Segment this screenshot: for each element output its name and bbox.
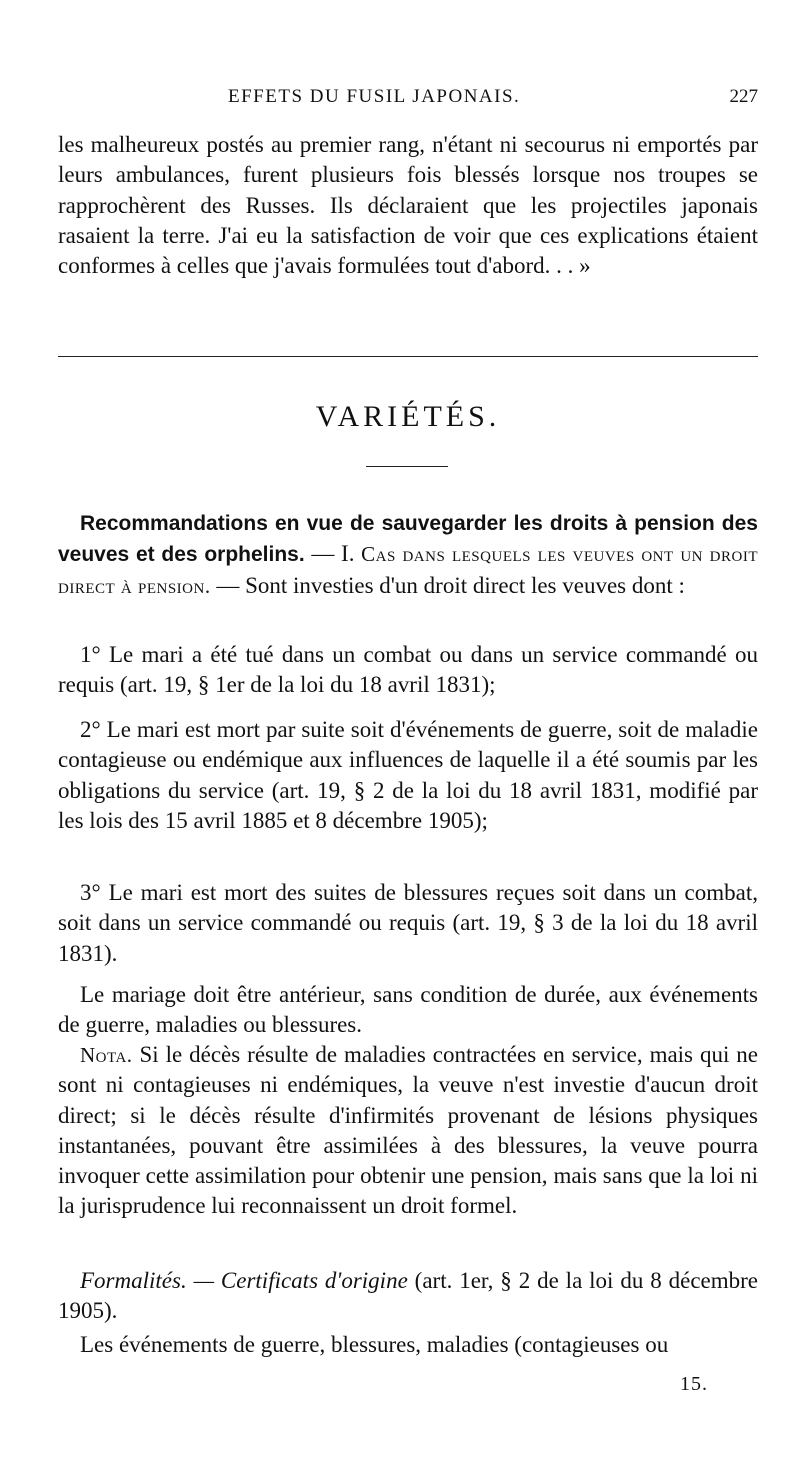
title-underline [366, 466, 448, 467]
formalites-label: Formalités. — Certificats d'origine [80, 1268, 408, 1293]
item-2: 2° Le mari est mort par suite soit d'événements de guerre, soit de maladie contagieuse ou endémique aux influences de laquelle il a été soumis par les obligations du service (art. 19, § 2 de la loi du 18 avril 1831, modifié par les lois des 15 avril 1885 et 8 décembre 1905); [58, 717, 758, 833]
formalites-paragraph [58, 1266, 758, 1327]
intro-paragraph: les malheureux postés au premier rang, n'étant ni secourus ni emportés par leurs ambulances, furent plusieurs fois blessés lorsque nos troupes se rapprochèrent des Russes. Ils déclaraient que les projectiles japonais rasaient la terre. J'ai eu la satisfaction de voir que ces explications étaient conformes à celles que j'avais formulées tout d'abord. . . » [58, 132, 758, 279]
item1-block [58, 640, 758, 701]
nota-block [58, 1040, 758, 1222]
heading-dash: — I. [304, 541, 362, 567]
signature-mark: 15. [680, 1373, 708, 1395]
running-title: EFFETS DU FUSIL JAPONAIS. [228, 86, 521, 107]
formalites-text: (art. 1er, § 2 de la loi du 8 décembre 1905). [58, 1268, 758, 1324]
marriage-block [58, 980, 758, 1041]
article-heading [58, 508, 758, 601]
heading-rest: — Sont investies d'un droit direct les veuves dont : [210, 572, 685, 598]
item-1: 1° Le mari a été tué dans un combat ou dans un service commandé ou requis (art. 19, § 1er de la loi du 18 avril 1831); [58, 642, 758, 698]
heading-bold: Recommandations en vue de sauvegarder les droits à pension des veuves et des orphelins. [58, 512, 758, 567]
last-line: Les événements de guerre, blessures, maladies (contagieuses ou [80, 1332, 669, 1357]
article-heading-block [58, 508, 758, 601]
section-title: VARIÉTÉS. [315, 400, 501, 433]
page-number: 227 [729, 86, 758, 107]
section-divider [58, 356, 758, 357]
page-header [58, 86, 758, 116]
marriage-paragraph: Le mariage doit être antérieur, sans condition de durée, aux événements de guerre, maladies ou blessures. [58, 982, 758, 1038]
intro-paragraph-block [58, 130, 758, 281]
item2-block [58, 715, 758, 836]
nota-label: Nota. [80, 1043, 133, 1067]
last-line-block [58, 1330, 758, 1360]
item3-block [58, 878, 758, 969]
heading-smallcaps: Cas dans lesquels les veuves ont un droit direct à pension. [58, 542, 758, 598]
nota-text: Si le décès résulte de maladies contractées en service, mais qui ne sont ni contagieuses ni endémiques, la veuve n'est investie d'aucun droit direct; si le décès résulte d'infirmités provenant de lésions physiques instantanées, pouvant être assimilées à des blessures, la veuve pourra invoquer cette assimilation pour obtenir une pension, mais sans que la loi ni la jurisprudence lui reconnaissent un droit formel. [58, 1042, 758, 1219]
item-3: 3° Le mari est mort des suites de blessures reçues soit dans un combat, soit dans un service commandé ou requis (art. 19, § 3 de la loi du 18 avril 1831). [58, 880, 758, 966]
nota-paragraph [58, 1040, 758, 1222]
formalites-block [58, 1266, 758, 1327]
